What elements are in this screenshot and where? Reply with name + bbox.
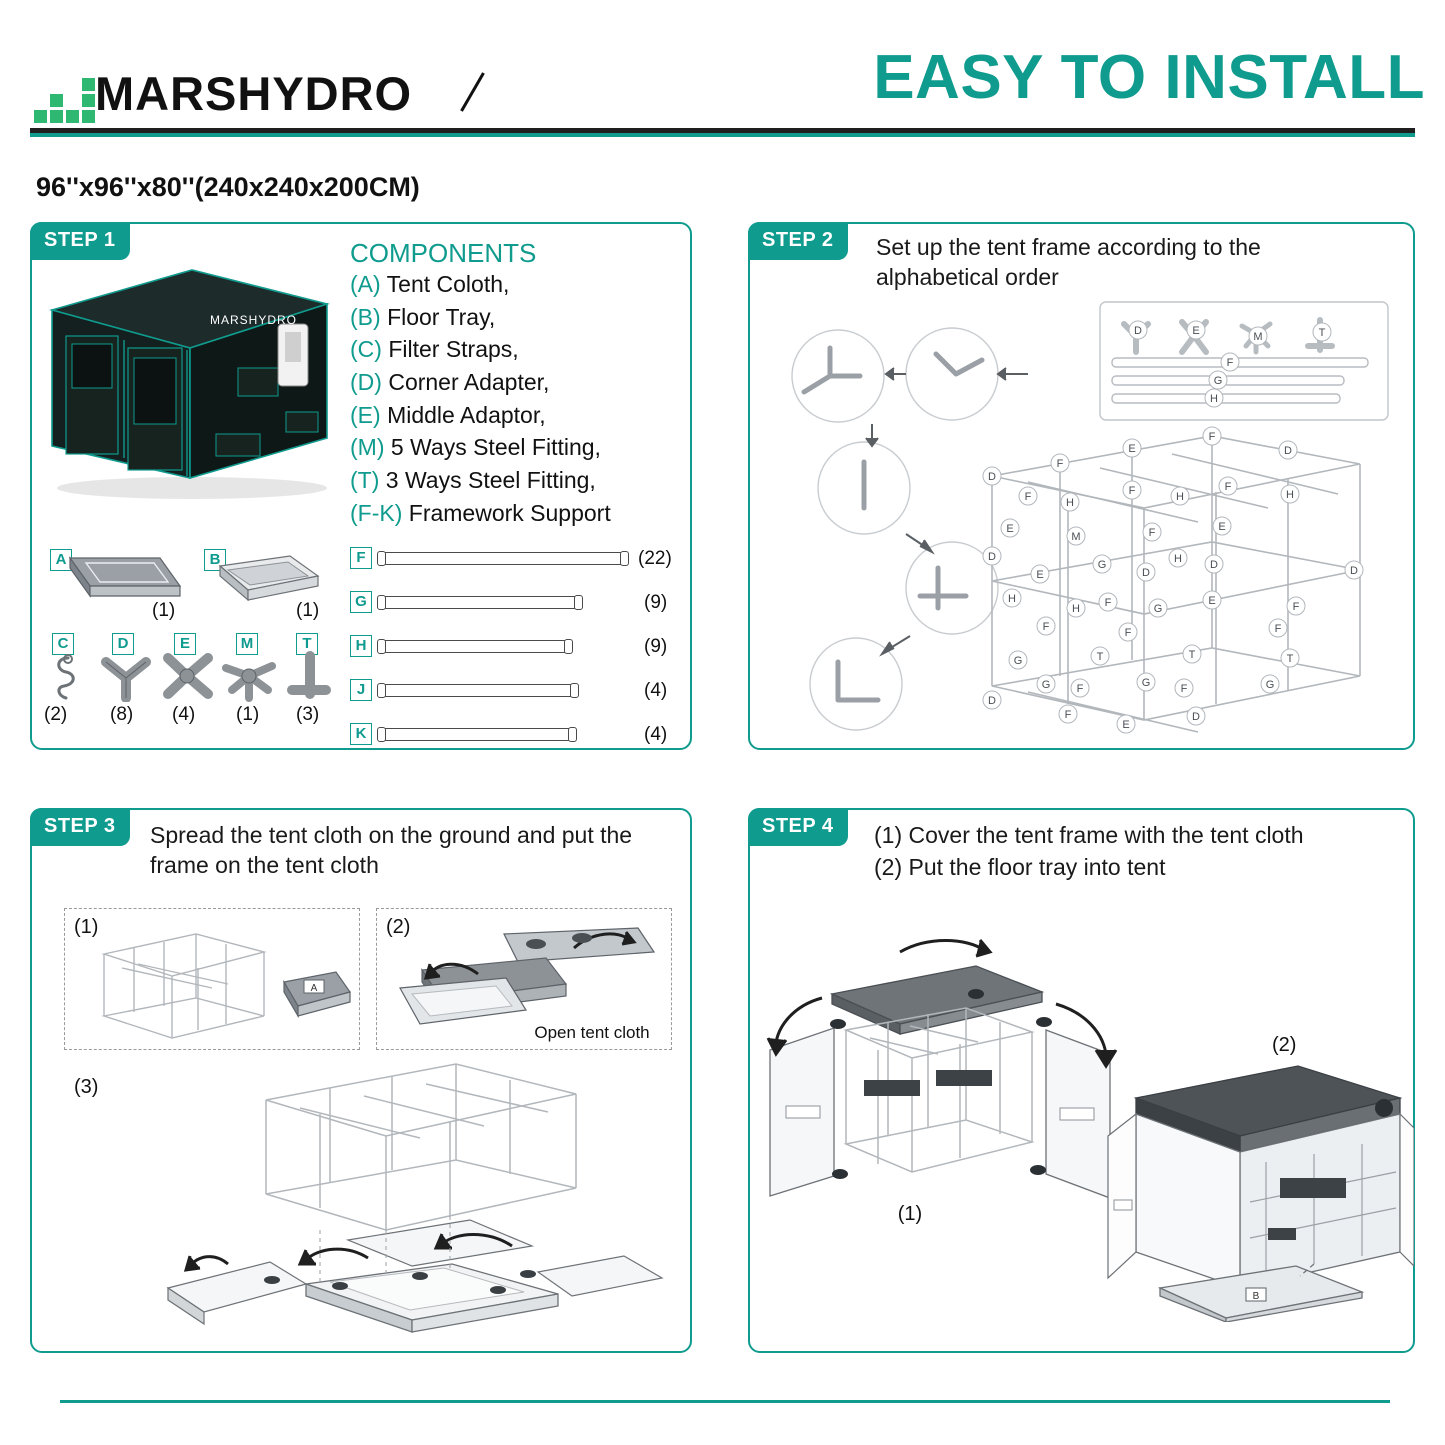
component-item: (D) Corner Adapter, (350, 368, 550, 395)
brand-slash-decor (460, 72, 485, 112)
part-e-image (156, 650, 218, 707)
svg-text:E: E (1218, 521, 1226, 533)
svg-text:G: G (1265, 679, 1275, 691)
tube-h-qty: (9) (644, 636, 668, 657)
svg-text:F: F (1064, 709, 1072, 721)
step-3-instruction: Spread the tent cloth on the ground and put the frame on the tent cloth (150, 822, 633, 879)
svg-text:F: F (1226, 357, 1234, 369)
part-b-ref-tag: B (1252, 1291, 1260, 1302)
svg-text:F: F (1148, 527, 1156, 539)
svg-text:Open tent cloth: Open tent cloth (534, 1023, 650, 1042)
svg-text:G: G (1153, 603, 1163, 615)
tube-h-image (378, 640, 572, 653)
svg-text:D: D (988, 551, 996, 563)
svg-text:F: F (1024, 491, 1032, 503)
part-c-tag: C (52, 632, 74, 655)
svg-text:G: G (1213, 375, 1223, 387)
step-4-sub2-label: (2) (1272, 1034, 1297, 1056)
svg-text:M: M (1253, 331, 1263, 343)
svg-text:T: T (1096, 651, 1104, 663)
step-4-tag: STEP 4 (748, 808, 848, 846)
tent-size-label: 96''x96''x80''(240x240x200CM) (36, 172, 420, 202)
svg-text:D: D (988, 695, 996, 707)
svg-text:E: E (1122, 719, 1130, 731)
step-1-tag: STEP 1 (30, 222, 130, 260)
part-b-qty: (1) (296, 600, 320, 621)
svg-text:T: T (1286, 653, 1294, 665)
step-3-sub2-label: (2) (386, 916, 411, 938)
svg-text:E: E (1192, 325, 1200, 337)
svg-text:G: G (1013, 655, 1023, 667)
svg-text:H: H (1066, 497, 1074, 509)
svg-text:G: G (1141, 677, 1151, 689)
step-3-frame-and-cloth-image (78, 920, 356, 1051)
part-c-qty: (2) (44, 704, 68, 725)
components-heading: COMPONENTS (350, 238, 537, 268)
svg-text:T: T (1188, 649, 1196, 661)
part-a-qty: (1) (152, 600, 176, 621)
svg-text:T: T (1318, 327, 1326, 339)
component-item: (B) Floor Tray, (350, 303, 496, 330)
svg-text:H: H (1008, 593, 1016, 605)
component-item: (E) Middle Adaptor, (350, 401, 546, 428)
svg-text:A: A (310, 983, 318, 994)
part-m-tag: M (236, 632, 258, 655)
svg-text:H: H (1176, 491, 1184, 503)
step-3-sub3-label: (3) (74, 1076, 99, 1098)
marshydro-logo-icon (34, 82, 94, 124)
svg-text:E: E (1128, 443, 1136, 455)
step-3-sub1-label: (1) (74, 916, 99, 938)
part-a-tag: A (50, 548, 72, 571)
tube-h-tag: H (350, 634, 372, 657)
step-3-open-cloth-image (386, 918, 668, 1051)
svg-text:E: E (1036, 569, 1044, 581)
tube-j-image (378, 684, 578, 697)
part-d-tag: D (112, 632, 134, 655)
svg-text:D: D (1350, 565, 1358, 577)
svg-text:MARSHYDRO: MARSHYDRO (210, 313, 298, 327)
header-divider-teal (30, 133, 1415, 137)
svg-text:D: D (1192, 711, 1200, 723)
svg-text:E: E (1208, 595, 1216, 607)
tube-g-image (378, 596, 582, 609)
step-3-tag: STEP 3 (30, 808, 130, 846)
step-4-instruction-1: (1) Cover the tent frame with the tent cloth (874, 822, 1304, 848)
svg-text:F: F (1056, 458, 1064, 470)
component-item: (M) 5 Ways Steel Fitting, (350, 434, 601, 461)
svg-text:F: F (1180, 683, 1188, 695)
svg-text:M: M (1071, 531, 1081, 543)
part-m-image (218, 650, 280, 707)
step-3-assembly-image (120, 1050, 680, 1347)
part-e-tag: E (174, 632, 196, 655)
svg-text:F: F (1042, 621, 1050, 633)
tube-j-tag: J (350, 678, 372, 701)
part-d-image (96, 652, 156, 707)
svg-text:F: F (1208, 431, 1216, 443)
svg-text:G: G (1041, 679, 1051, 691)
step-4-sub1-label: (1) (897, 1203, 923, 1225)
svg-text:E: E (1006, 523, 1014, 535)
tube-k-tag: K (350, 722, 372, 745)
component-item: (F-K) Framework Support (350, 499, 611, 526)
svg-text:F: F (1224, 481, 1232, 493)
part-c-image (46, 654, 92, 707)
step-4-instruction-2: (2) Put the floor tray into tent (874, 854, 1166, 880)
part-b-tag: B (204, 548, 226, 571)
svg-text:H: H (1286, 489, 1294, 501)
component-item: (A) Tent Coloth, (350, 271, 510, 297)
part-e-qty: (4) (172, 704, 196, 725)
page-title: EASY TO INSTALL (873, 43, 1425, 112)
part-t-qty: (3) (296, 704, 320, 725)
tube-f-image (378, 552, 628, 565)
svg-text:H: H (1174, 553, 1182, 565)
svg-text:H: H (1210, 393, 1218, 405)
svg-text:D: D (1284, 445, 1292, 457)
part-m-qty: (1) (236, 704, 260, 725)
tube-j-qty: (4) (644, 680, 668, 701)
svg-text:D: D (988, 471, 996, 483)
part-t-tag: T (296, 632, 318, 655)
svg-text:F: F (1292, 601, 1300, 613)
tube-f-qty: (22) (638, 548, 672, 569)
components-list (350, 268, 680, 529)
tent-product-image (42, 262, 334, 502)
part-t-image (282, 650, 338, 707)
step-2-tag: STEP 2 (748, 222, 848, 260)
step-2-instruction: Set up the tent frame according to the alphabetical order (876, 234, 1261, 291)
svg-text:D: D (1134, 325, 1142, 337)
tube-g-qty: (9) (644, 592, 668, 613)
footer-divider (60, 1400, 1390, 1403)
page-header (0, 0, 1445, 135)
part-d-qty: (8) (110, 704, 134, 725)
svg-text:F: F (1274, 623, 1282, 635)
svg-text:G: G (1097, 559, 1107, 571)
brand-name: MARSHYDRO (95, 67, 413, 120)
tube-k-qty: (4) (644, 724, 668, 745)
svg-text:D: D (1142, 567, 1150, 579)
svg-text:F: F (1104, 597, 1112, 609)
component-item: (T) 3 Ways Steel Fitting, (350, 466, 596, 493)
step-2-diagram (760, 296, 1408, 749)
svg-text:F: F (1124, 627, 1132, 639)
component-item: (C) Filter Straps, (350, 336, 519, 363)
svg-text:H: H (1072, 603, 1080, 615)
tube-f-tag: F (350, 546, 372, 569)
tube-g-tag: G (350, 590, 372, 613)
svg-text:F: F (1076, 683, 1084, 695)
svg-text:D: D (1210, 559, 1218, 571)
step-4-cover-frame-image (760, 930, 1120, 1235)
tube-k-image (378, 728, 576, 741)
step-4-finished-tent-image (1100, 1052, 1414, 1327)
svg-text:F: F (1128, 485, 1136, 497)
